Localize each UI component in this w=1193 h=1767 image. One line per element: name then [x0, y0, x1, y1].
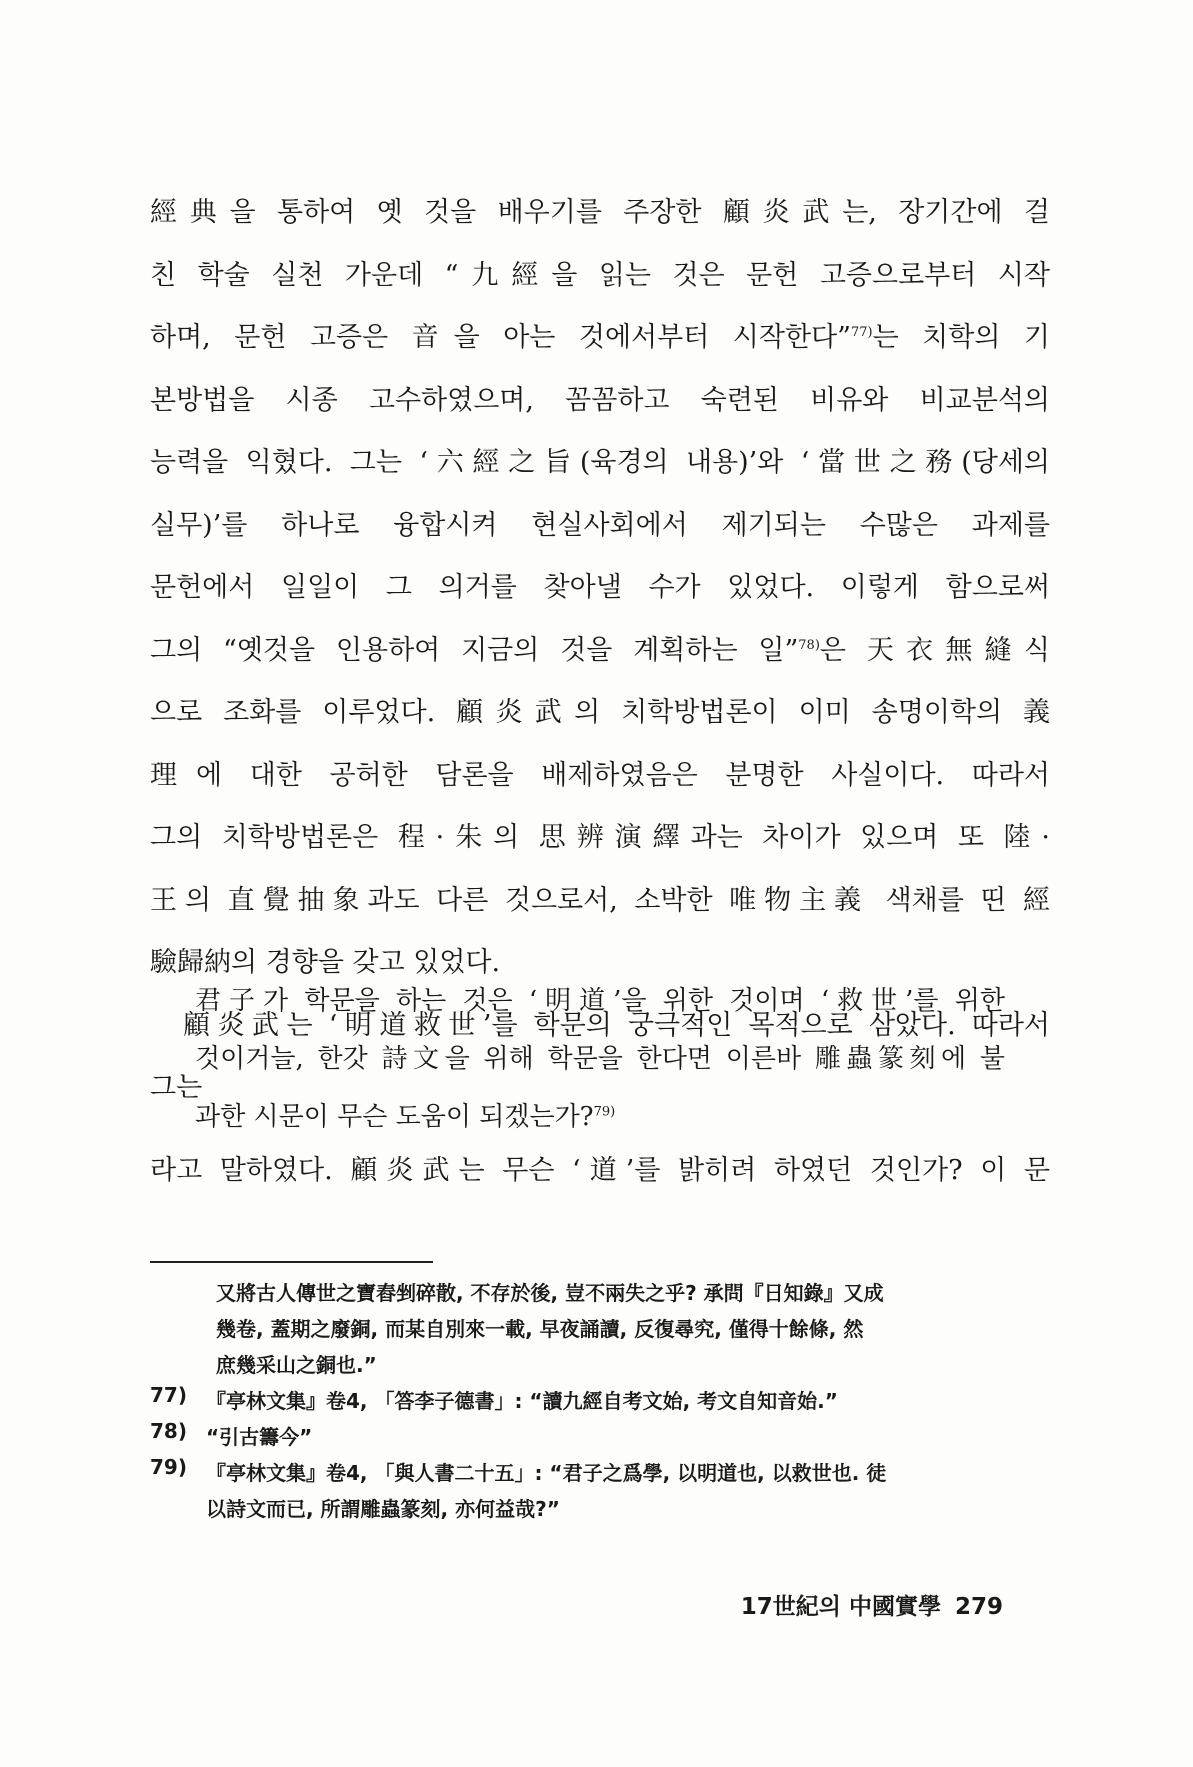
footnote-number: 78) [150, 1419, 187, 1443]
footnote-continued-line: 又將古人傳世之寶舂剉碎散, 不存於後, 豈不兩失之乎? 承問『日知錄』又成 [216, 1281, 884, 1305]
quote-line [195, 1088, 1005, 1146]
footnote-ref-79[interactable]: 79) [593, 1104, 616, 1120]
text-line [150, 620, 1050, 683]
text-line: 실무)’를 하나로 융합시켜 현실사회에서 제기되는 수많은 과제를 [150, 509, 1050, 541]
text-line: 王의 直覺抽象과도 다른 것으로서, 소박한 唯物主義 색채를 띤 經 [150, 884, 1050, 916]
text-line: 문헌에서 일일이 그 의거를 찾아낼 수가 있었다. 이렇게 함으로써 [150, 572, 1050, 603]
running-footer [741, 1588, 1003, 1621]
footnote-continued-line: 幾卷, 蓋期之廢銅, 而某自別來一載, 早夜誦讀, 反復尋究, 僅得十餘條, 然 [216, 1317, 864, 1341]
footnote-divider [150, 1261, 433, 1263]
footnote-text: 『亭林文集』卷4, 「與人書二十五」: “君子之爲學, 以明道也, 以救世也. 徒 [206, 1461, 887, 1485]
page-number: 279 [954, 1594, 1003, 1620]
footnote-number: 77) [150, 1383, 187, 1407]
quote-line: 것이거늘, 한갓 詩文을 위해 학문을 한다면 이른바 雕蟲篆刻에 불 [195, 1044, 1005, 1074]
text-span: 하며, 문헌 고증은 音을 아는 것에서부터 시작한다” [150, 322, 851, 353]
footnotes [150, 1275, 1030, 1527]
block-quote [195, 972, 1005, 1146]
text-line: 理에 대한 공허한 담론을 배제하였음은 분명한 사실이다. 따라서 [150, 759, 1050, 791]
footnote-text: “引古籌今” [206, 1425, 313, 1449]
text-line: 經典을 통하여 옛 것을 배우기를 주장한 顧炎武는, 장기간에 걸 [150, 197, 1050, 228]
text-line: 그는 [150, 1072, 203, 1103]
text-line: 능력을 익혔다. 그는 ‘六經之旨(육경의 내용)’와 ‘當世之務(당세의 [150, 447, 1050, 478]
text-line: 驗歸納의 경향을 갖고 있었다. [150, 947, 501, 978]
footnote-number: 79) [150, 1455, 187, 1479]
footnote-77 [150, 1383, 1030, 1419]
quote-line: 君子가 학문을 하는 것은 ‘明道’을 위한 것이며 ‘救世’를 위한 [195, 986, 1005, 1016]
footnote-text: 以詩文而已, 所謂雕蟲篆刻, 亦何益哉?” [206, 1497, 560, 1521]
footnote-78 [150, 1419, 1030, 1455]
text-span: 는 치학의 기 [872, 322, 1050, 353]
text-line: 본방법을 시종 고수하였으며, 꼼꼼하고 숙련된 비유와 비교분석의 [150, 384, 1050, 416]
text-line [150, 307, 1050, 370]
text-line: 라고 말하였다. 顧炎武는 무슨 ‘道’를 밝히려 하였던 것인가? 이 문 [150, 1155, 1050, 1186]
text-line: 그의 치학방법론은 程·朱의 思辨演繹과는 차이가 있으며 또 陸· [150, 822, 1050, 853]
footnote-79 [150, 1455, 1030, 1527]
continuation-paragraph [150, 1140, 1050, 1203]
text-line: 친 학술 실천 가운데 “九經을 읽는 것은 문헌 고증으로부터 시작 [150, 259, 1050, 291]
text-line: 顧炎武는 ‘明道救世’를 학문의 궁극적인 목적으로 삼았다. 따라서 [183, 1009, 1050, 1041]
text-span: 그의 “옛것을 인용하여 지금의 것을 계획하는 일” [150, 634, 799, 666]
footnote-ref-77[interactable]: 77) [850, 325, 873, 340]
text-span: 과한 시문이 무슨 도움이 되겠는가? [195, 1102, 594, 1132]
footnote-text: 『亭林文集』卷4, 「答李子德書」: “讀九經自考文始, 考文自知音始.” [206, 1389, 838, 1413]
book-title: 17世紀의 中國實學 [740, 1594, 941, 1620]
text-span: 은 天衣無縫식 [819, 634, 1050, 666]
text-line: 으로 조화를 이루었다. 顧炎武의 치학방법론이 이미 송명이학의 義 [150, 697, 1050, 728]
footnote-continued-line: 庶幾采山之銅也.” [216, 1353, 377, 1377]
footnote-ref-78[interactable]: 78) [798, 637, 820, 653]
